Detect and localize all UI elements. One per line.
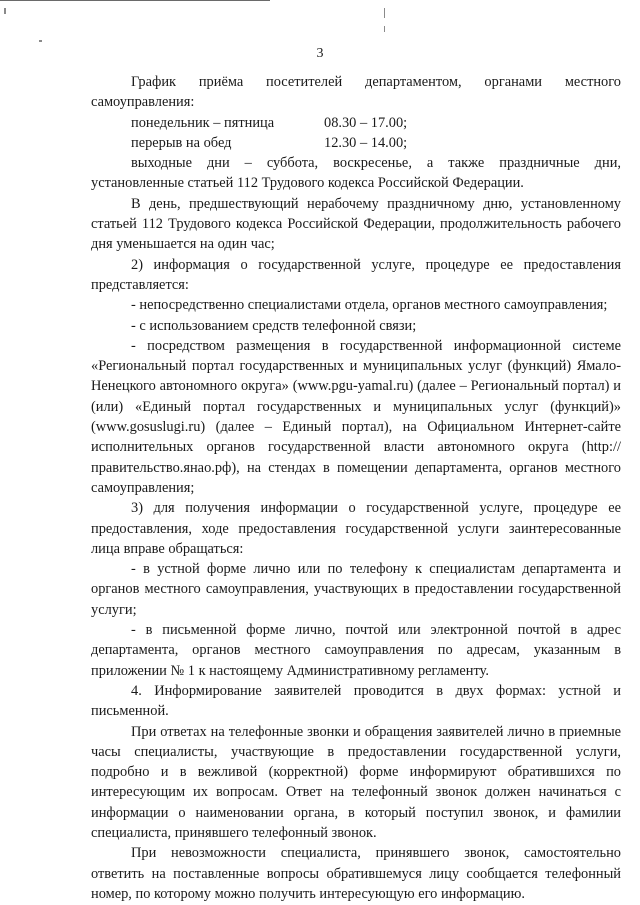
schedule-label: понедельник – пятница: [131, 114, 275, 131]
paragraph: При невозможности специалиста, принявшего звонок, самостоятельно ответить на поставленные вопросы обратившемуся лицу сообщается телефонный номер, по которому можно получить интересующую его информацию.: [91, 845, 621, 902]
paragraph: 4. Информирование заявителей проводится в двух формах: устной и письменной.: [91, 682, 621, 720]
list-item: - с использованием средств телефонной связи;: [131, 317, 417, 334]
paragraph: В день, предшествующий нерабочему праздничному дню, установленному статьей 112 Трудового кодекса Российской Федерации, продолжительность рабочего дня уменьшается на один час;: [91, 195, 621, 253]
scan-artifact-mark: [384, 26, 385, 32]
schedule-row: [91, 133, 621, 153]
schedule-intro: График приёма посетителей департаментом, органами местного самоуправления:: [91, 74, 621, 111]
scan-artifact-mark: [4, 8, 6, 14]
list-item: - посредством размещения в государственной информационной системе «Региональный портал государственных и муниципальных услуг (функций) Ямало-Ненецкого автономного округа» (www.pgu-yamal.ru) (далее – Региональный портал) и (или) «Единый портал государственных и муниципальных услуг (функций)» (www.gosuslugi.ru) (далее – Единый портал), на Официальном Интернет-сайте исполнительных органов государственной власти автономного округа (http://правительство.янао.рф), на стендах в помещении департамента, органов местного самоуправления;: [91, 337, 621, 496]
scan-artifact-line: [0, 0, 270, 1]
document-body: [91, 72, 621, 904]
list-item: - в письменной форме лично, почтой или электронной почтой в адрес департамента, органов местного самоуправления по адресам, указанным в приложении № 1 к настоящему Административному регламенту.: [91, 622, 621, 679]
paragraph: выходные дни – суббота, воскресенье, а также праздничные дни, установленные статьей 112 Трудового кодекса Российской Федерации.: [91, 155, 621, 192]
list-item: - в устной форме лично или по телефону к специалистам департамента и органов местного самоуправления, участвующих в предоставлении государственной услуги;: [91, 561, 621, 618]
list-item: - непосредственно специалистами отдела, органов местного самоуправления;: [131, 297, 608, 314]
schedule-time: 12.30 – 14.00;: [324, 134, 408, 151]
paragraph: 2) информация о государственной услуге, процедуре ее предоставления представляется:: [91, 256, 621, 293]
paragraph: При ответах на телефонные звонки и обращения заявителей лично в приемные часы специалисты, участвующие в предоставлении государственной услуги, подробно и в вежливой (корректной) форме информируют обратившихся по интересующим их вопросам. Ответ на телефонный звонок должен начинаться с информации о наименовании органа, в который поступил звонок, и фамилии специалиста, принявшего телефонный звонок.: [91, 723, 621, 841]
page-number: 3: [316, 46, 324, 61]
scan-artifact-mark: [384, 8, 385, 18]
schedule-label: перерыв на обед: [131, 134, 232, 151]
paragraph: 3) для получения информации о государственной услуге, процедуре ее предоставления, ходе предоставления государственной услуги заинтересованные лица вправе обращаться:: [91, 500, 621, 557]
schedule-time: 08.30 – 17.00;: [324, 114, 408, 131]
schedule-row: [91, 113, 621, 133]
scan-artifact-mark: [39, 40, 42, 42]
